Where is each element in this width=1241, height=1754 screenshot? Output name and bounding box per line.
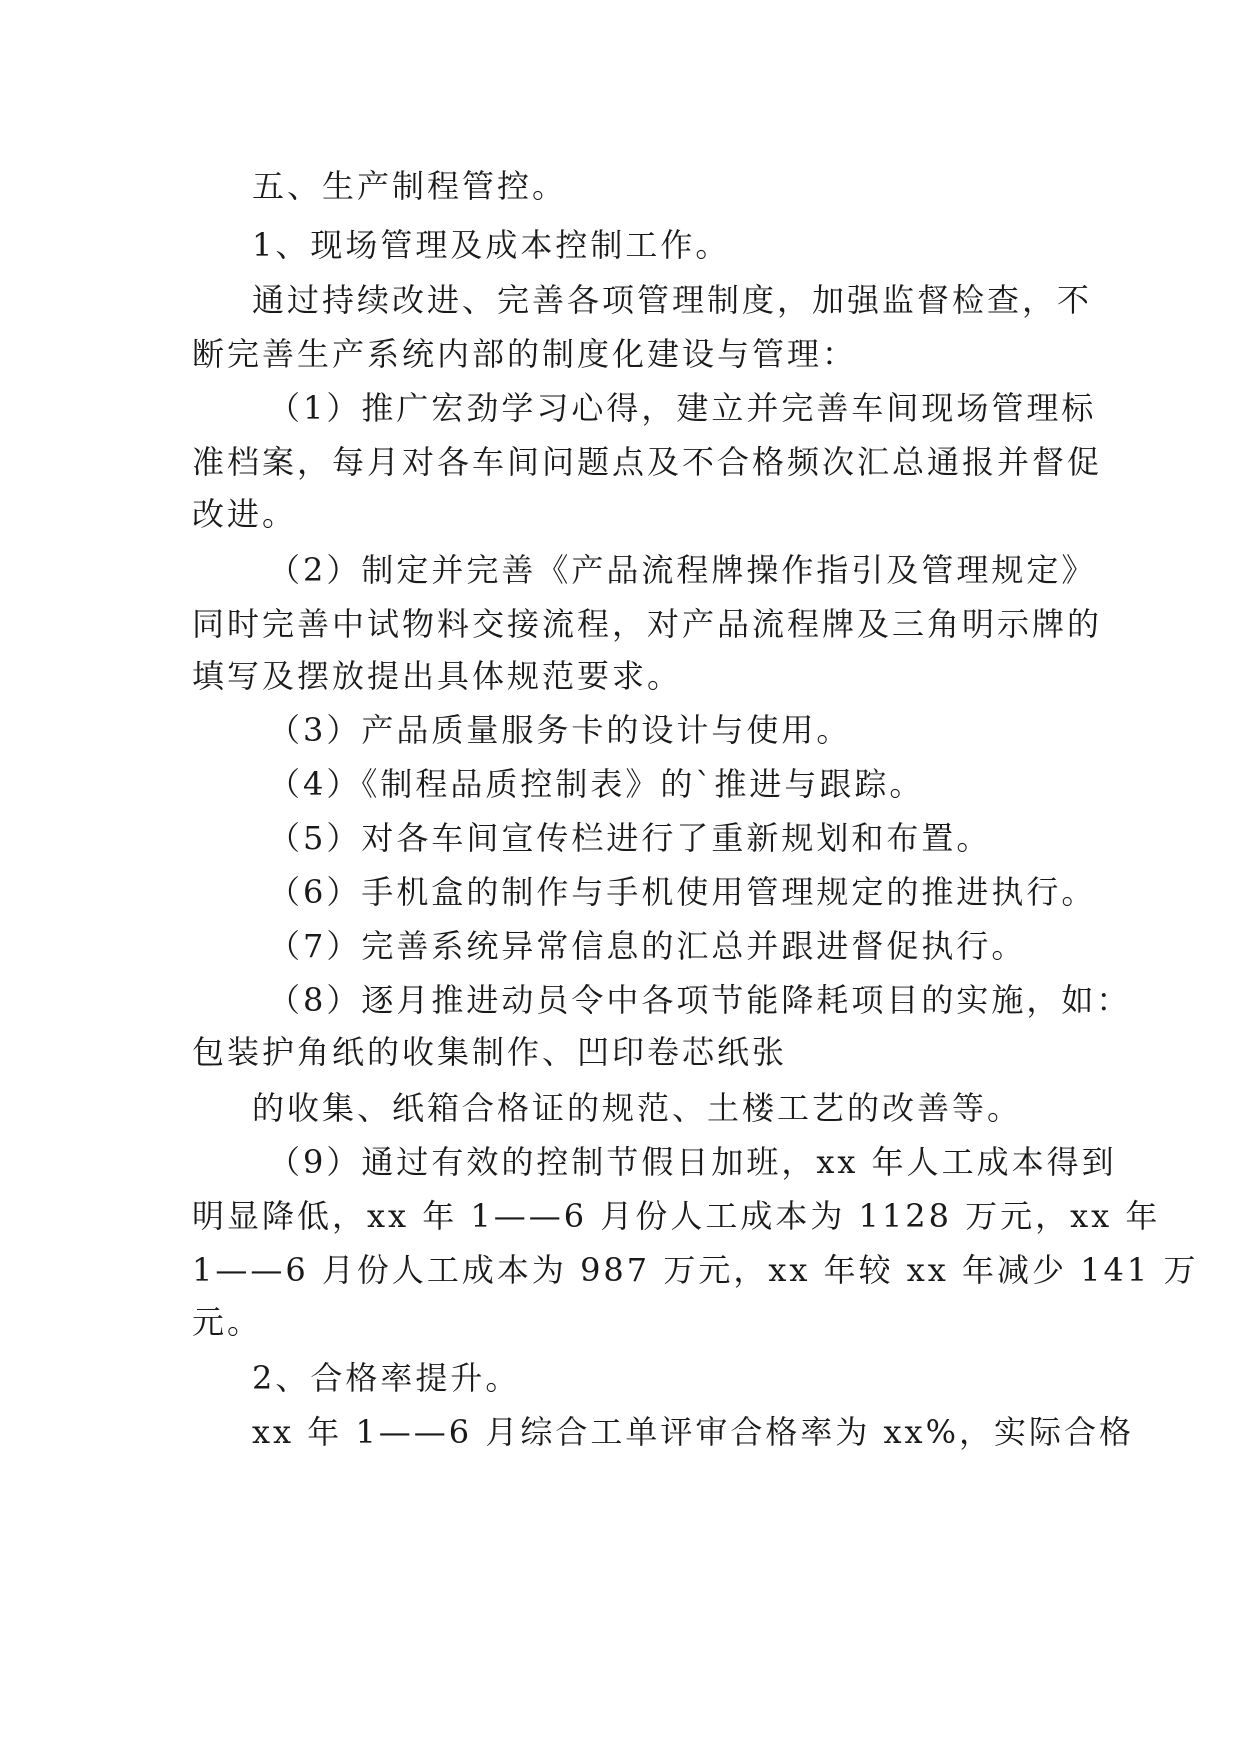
paragraph-line: xx 年 1——6 月综合工单评审合格率为 xx%，实际合格 bbox=[252, 1413, 1135, 1451]
paragraph-line: 元。 bbox=[192, 1303, 263, 1341]
paragraph-line: 1——6 月份人工成本为 987 万元，xx 年较 xx 年减少 141 万 bbox=[192, 1251, 1199, 1289]
paragraph-line: 改进。 bbox=[192, 495, 298, 533]
list-item-line: （1）推广宏劲学习心得，建立并完善车间现场管理标 bbox=[268, 389, 1097, 427]
paragraph-line: 填写及摆放提出具体规范要求。 bbox=[192, 657, 683, 695]
list-item-line: （7）完善系统异常信息的汇总并跟进督促执行。 bbox=[268, 927, 1027, 965]
subsection-heading: 2、合格率提升。 bbox=[252, 1359, 521, 1397]
paragraph-line: 包装护角纸的收集制作、凹印卷芯纸张 bbox=[192, 1033, 788, 1071]
paragraph-line: 的收集、纸箱合格证的规范、土楼工艺的改善等。 bbox=[252, 1089, 1023, 1127]
section-heading: 五、生产制程管控。 bbox=[252, 167, 568, 205]
subsection-heading: 1、现场管理及成本控制工作。 bbox=[252, 226, 731, 264]
paragraph-line: 同时完善中试物料交接流程，对产品流程牌及三角明示牌的 bbox=[192, 605, 1103, 643]
list-item-line: （3）产品质量服务卡的设计与使用。 bbox=[268, 711, 852, 749]
paragraph-line: 通过持续改进、完善各项管理制度，加强监督检查，不 bbox=[252, 281, 1093, 319]
paragraph-line: 明显降低，xx 年 1——6 月份人工成本为 1128 万元，xx 年 bbox=[192, 1197, 1161, 1235]
list-item-line: （6）手机盒的制作与手机使用管理规定的推进执行。 bbox=[268, 873, 1097, 911]
list-item-line: （9）通过有效的控制节假日加班，xx 年人工成本得到 bbox=[268, 1143, 1117, 1181]
list-item-line: （2）制定并完善《产品流程牌操作指引及管理规定》 bbox=[268, 551, 1097, 589]
list-item-line: （5）对各车间宣传栏进行了重新规划和布置。 bbox=[268, 819, 992, 857]
paragraph-line: 断完善生产系统内部的制度化建设与管理： bbox=[192, 335, 858, 373]
list-item-line: （8）逐月推进动员令中各项节能降耗项目的实施，如： bbox=[268, 981, 1132, 1019]
list-item-line: （4）《制程品质控制表》的`推进与跟踪。 bbox=[268, 765, 925, 803]
paragraph-line: 准档案，每月对各车间问题点及不合格频次汇总通报并督促 bbox=[192, 443, 1103, 481]
